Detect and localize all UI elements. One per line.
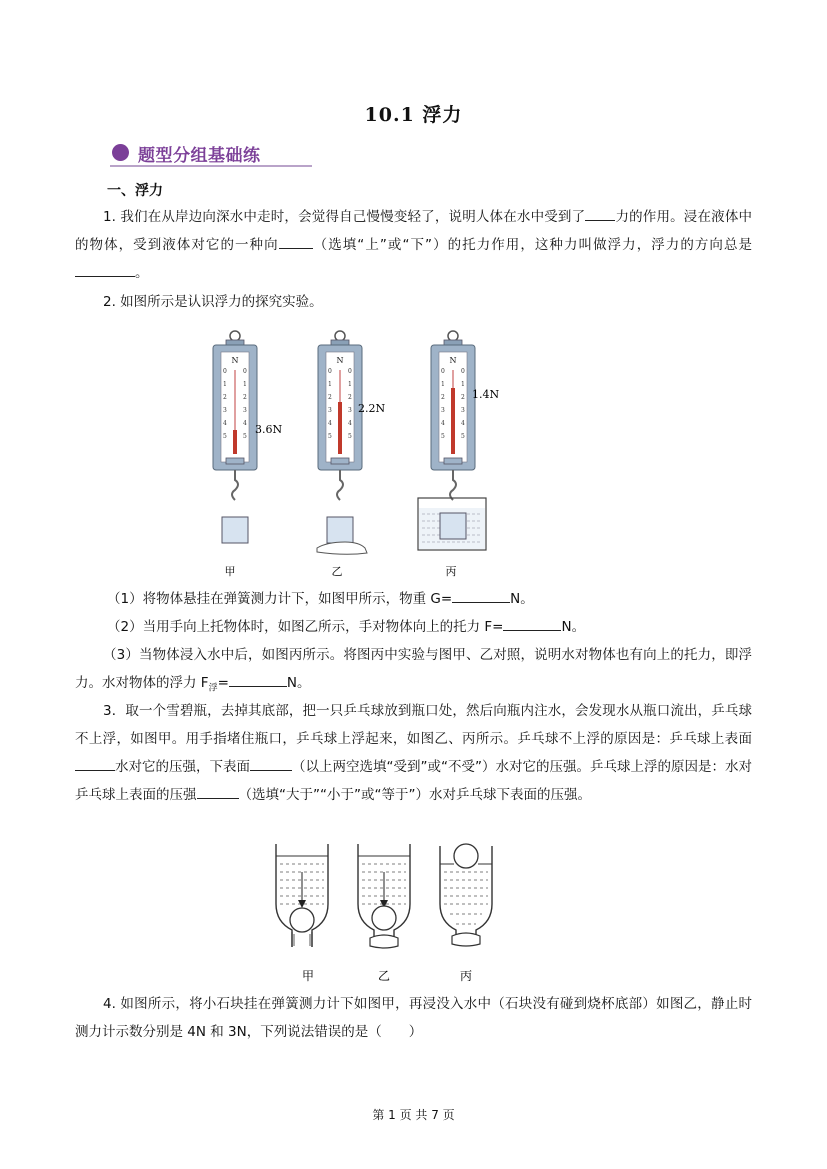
label-jia: 甲 <box>224 565 236 578</box>
q1-blank-3[interactable] <box>75 262 135 277</box>
bottle-figure <box>270 842 500 987</box>
bottle-label-bing: 丙 <box>459 969 473 983</box>
svg-text:3: 3 <box>243 407 247 414</box>
svg-text:5: 5 <box>348 433 352 440</box>
spring-scale-bing <box>418 331 486 550</box>
page-title: 10.1 浮力 <box>364 104 463 126</box>
svg-text:2: 2 <box>348 394 352 401</box>
hand-icon <box>317 542 367 554</box>
svg-text:0: 0 <box>223 368 227 375</box>
svg-text:1: 1 <box>348 381 352 388</box>
svg-text:5: 5 <box>461 433 465 440</box>
bottle-label-yi: 乙 <box>377 969 391 983</box>
svg-text:4: 4 <box>243 420 247 427</box>
svg-text:0: 0 <box>243 368 247 375</box>
q1-blank-1[interactable] <box>585 206 615 221</box>
question-3: 3．取一个雪碧瓶，去掉其底部，把一只乒乓球放到瓶口处，然后向瓶内注水，会发现水从瓶口流出，乒乓球不上浮，如图甲。用手指堵住瓶口，乒乓球上浮起来，如图乙、丙所示。乒乓球不上浮的原因是：乒乓球上表面水对它的压强，下表面 （以上两空选填“受到”或“不受”）水对它的压强。乒乓球上浮的原因是：水对乒乓球上表面的压强 （选填“大于”“小于”或“等于”）水对乒乓球下表面的压强。 <box>75 703 753 803</box>
block-jia <box>222 517 248 543</box>
svg-text:5: 5 <box>223 433 227 440</box>
svg-text:1: 1 <box>243 381 247 388</box>
bottle-bing <box>440 844 492 946</box>
svg-text:2: 2 <box>461 394 465 401</box>
reading-bing: 1.4N <box>472 388 500 401</box>
finger-icon <box>370 935 398 948</box>
svg-text:3: 3 <box>441 407 445 414</box>
svg-text:1: 1 <box>441 381 445 388</box>
svg-text:0: 0 <box>328 368 332 375</box>
q3-blank-3[interactable] <box>197 784 239 799</box>
svg-text:2: 2 <box>328 394 332 401</box>
q2-blank-3[interactable] <box>229 672 287 687</box>
q2-blank-2[interactable] <box>503 616 561 631</box>
bullet-icon <box>112 144 129 161</box>
svg-text:2: 2 <box>243 394 247 401</box>
spring-scale-jia <box>213 331 257 543</box>
q1-text-c: （选填“上”或“下”）的托力作用，这种力叫做浮力，浮力的方向总是 <box>312 237 753 253</box>
block-yi <box>327 517 353 543</box>
reading-jia: 3.6N <box>255 423 283 436</box>
svg-text:1: 1 <box>223 381 227 388</box>
reading-yi: 2.2N <box>358 402 386 415</box>
label-yi: 乙 <box>331 565 343 578</box>
svg-text:2: 2 <box>441 394 445 401</box>
svg-text:3: 3 <box>223 407 227 414</box>
label-bing: 丙 <box>445 565 457 578</box>
section-banner <box>110 141 312 167</box>
svg-text:0: 0 <box>461 368 465 375</box>
page-footer: 第 1 页 共 7 页 <box>372 1108 455 1122</box>
svg-text:4: 4 <box>348 420 352 427</box>
svg-text:4: 4 <box>461 420 465 427</box>
banner-text: 题型分组基础练 <box>138 146 261 166</box>
bottle-label-jia: 甲 <box>301 969 315 983</box>
svg-text:2: 2 <box>223 394 227 401</box>
question-1 <box>75 203 752 287</box>
svg-text:4: 4 <box>223 420 227 427</box>
svg-text:4: 4 <box>328 420 332 427</box>
bottle-yi <box>358 844 410 948</box>
svg-text:5: 5 <box>441 433 445 440</box>
section-heading: 一、浮力 <box>107 183 163 199</box>
bottle-jia <box>276 844 328 947</box>
q3-blank-1[interactable] <box>75 756 115 771</box>
q1-text-d: 。 <box>135 265 149 281</box>
svg-text:4: 4 <box>441 420 445 427</box>
q2-blank-1[interactable] <box>452 588 510 603</box>
svg-text:5: 5 <box>243 433 247 440</box>
spring-scale-yi <box>317 331 367 554</box>
svg-text:5: 5 <box>328 433 332 440</box>
svg-text:3: 3 <box>348 407 352 414</box>
block-bing <box>440 513 466 539</box>
svg-text:1: 1 <box>461 381 465 388</box>
q1-text-a: 1. 我们在从岸边向深水中走时，会觉得自己慢慢变轻了，说明人体在水中受到了 <box>103 209 586 225</box>
svg-text:3: 3 <box>461 407 465 414</box>
q1-text-b: 力的作用。浸在液体中的物体，受到液体对它的一种向 <box>75 209 753 253</box>
spring-scale-figure <box>200 330 500 585</box>
question-4: 4. 如图所示，将小石块挂在弹簧测力计下如图甲，再浸没入水中（石块没有碰到烧杯底部）如图乙，静止时测力计示数分别是 4N 和 3N，下列说法错误的是（ ） <box>75 996 752 1040</box>
q2-part-3: （3）当物体浸入水中后，如图丙所示。将图丙中实验与图甲、乙对照，说明水对物体也有向上的托力，即浮力。水对物体的浮力 $F_浮= N$。 <box>75 647 752 694</box>
question-2-stem: 2. 如图所示是认识浮力的探究实验。 <box>103 294 323 310</box>
q3-blank-2[interactable] <box>250 756 292 771</box>
svg-text:0: 0 <box>348 368 352 375</box>
q1-blank-2[interactable] <box>279 234 313 249</box>
svg-text:0: 0 <box>441 368 445 375</box>
q2-part-2: （2）当用手向上托物体时，如图乙所示，手对物体向上的托力 F= N。 <box>107 613 585 641</box>
q2-part-1: （1）将物体悬挂在弹簧测力计下，如图甲所示，物重 G= N。 <box>107 585 534 613</box>
svg-text:1: 1 <box>328 381 332 388</box>
svg-text:3: 3 <box>328 407 332 414</box>
